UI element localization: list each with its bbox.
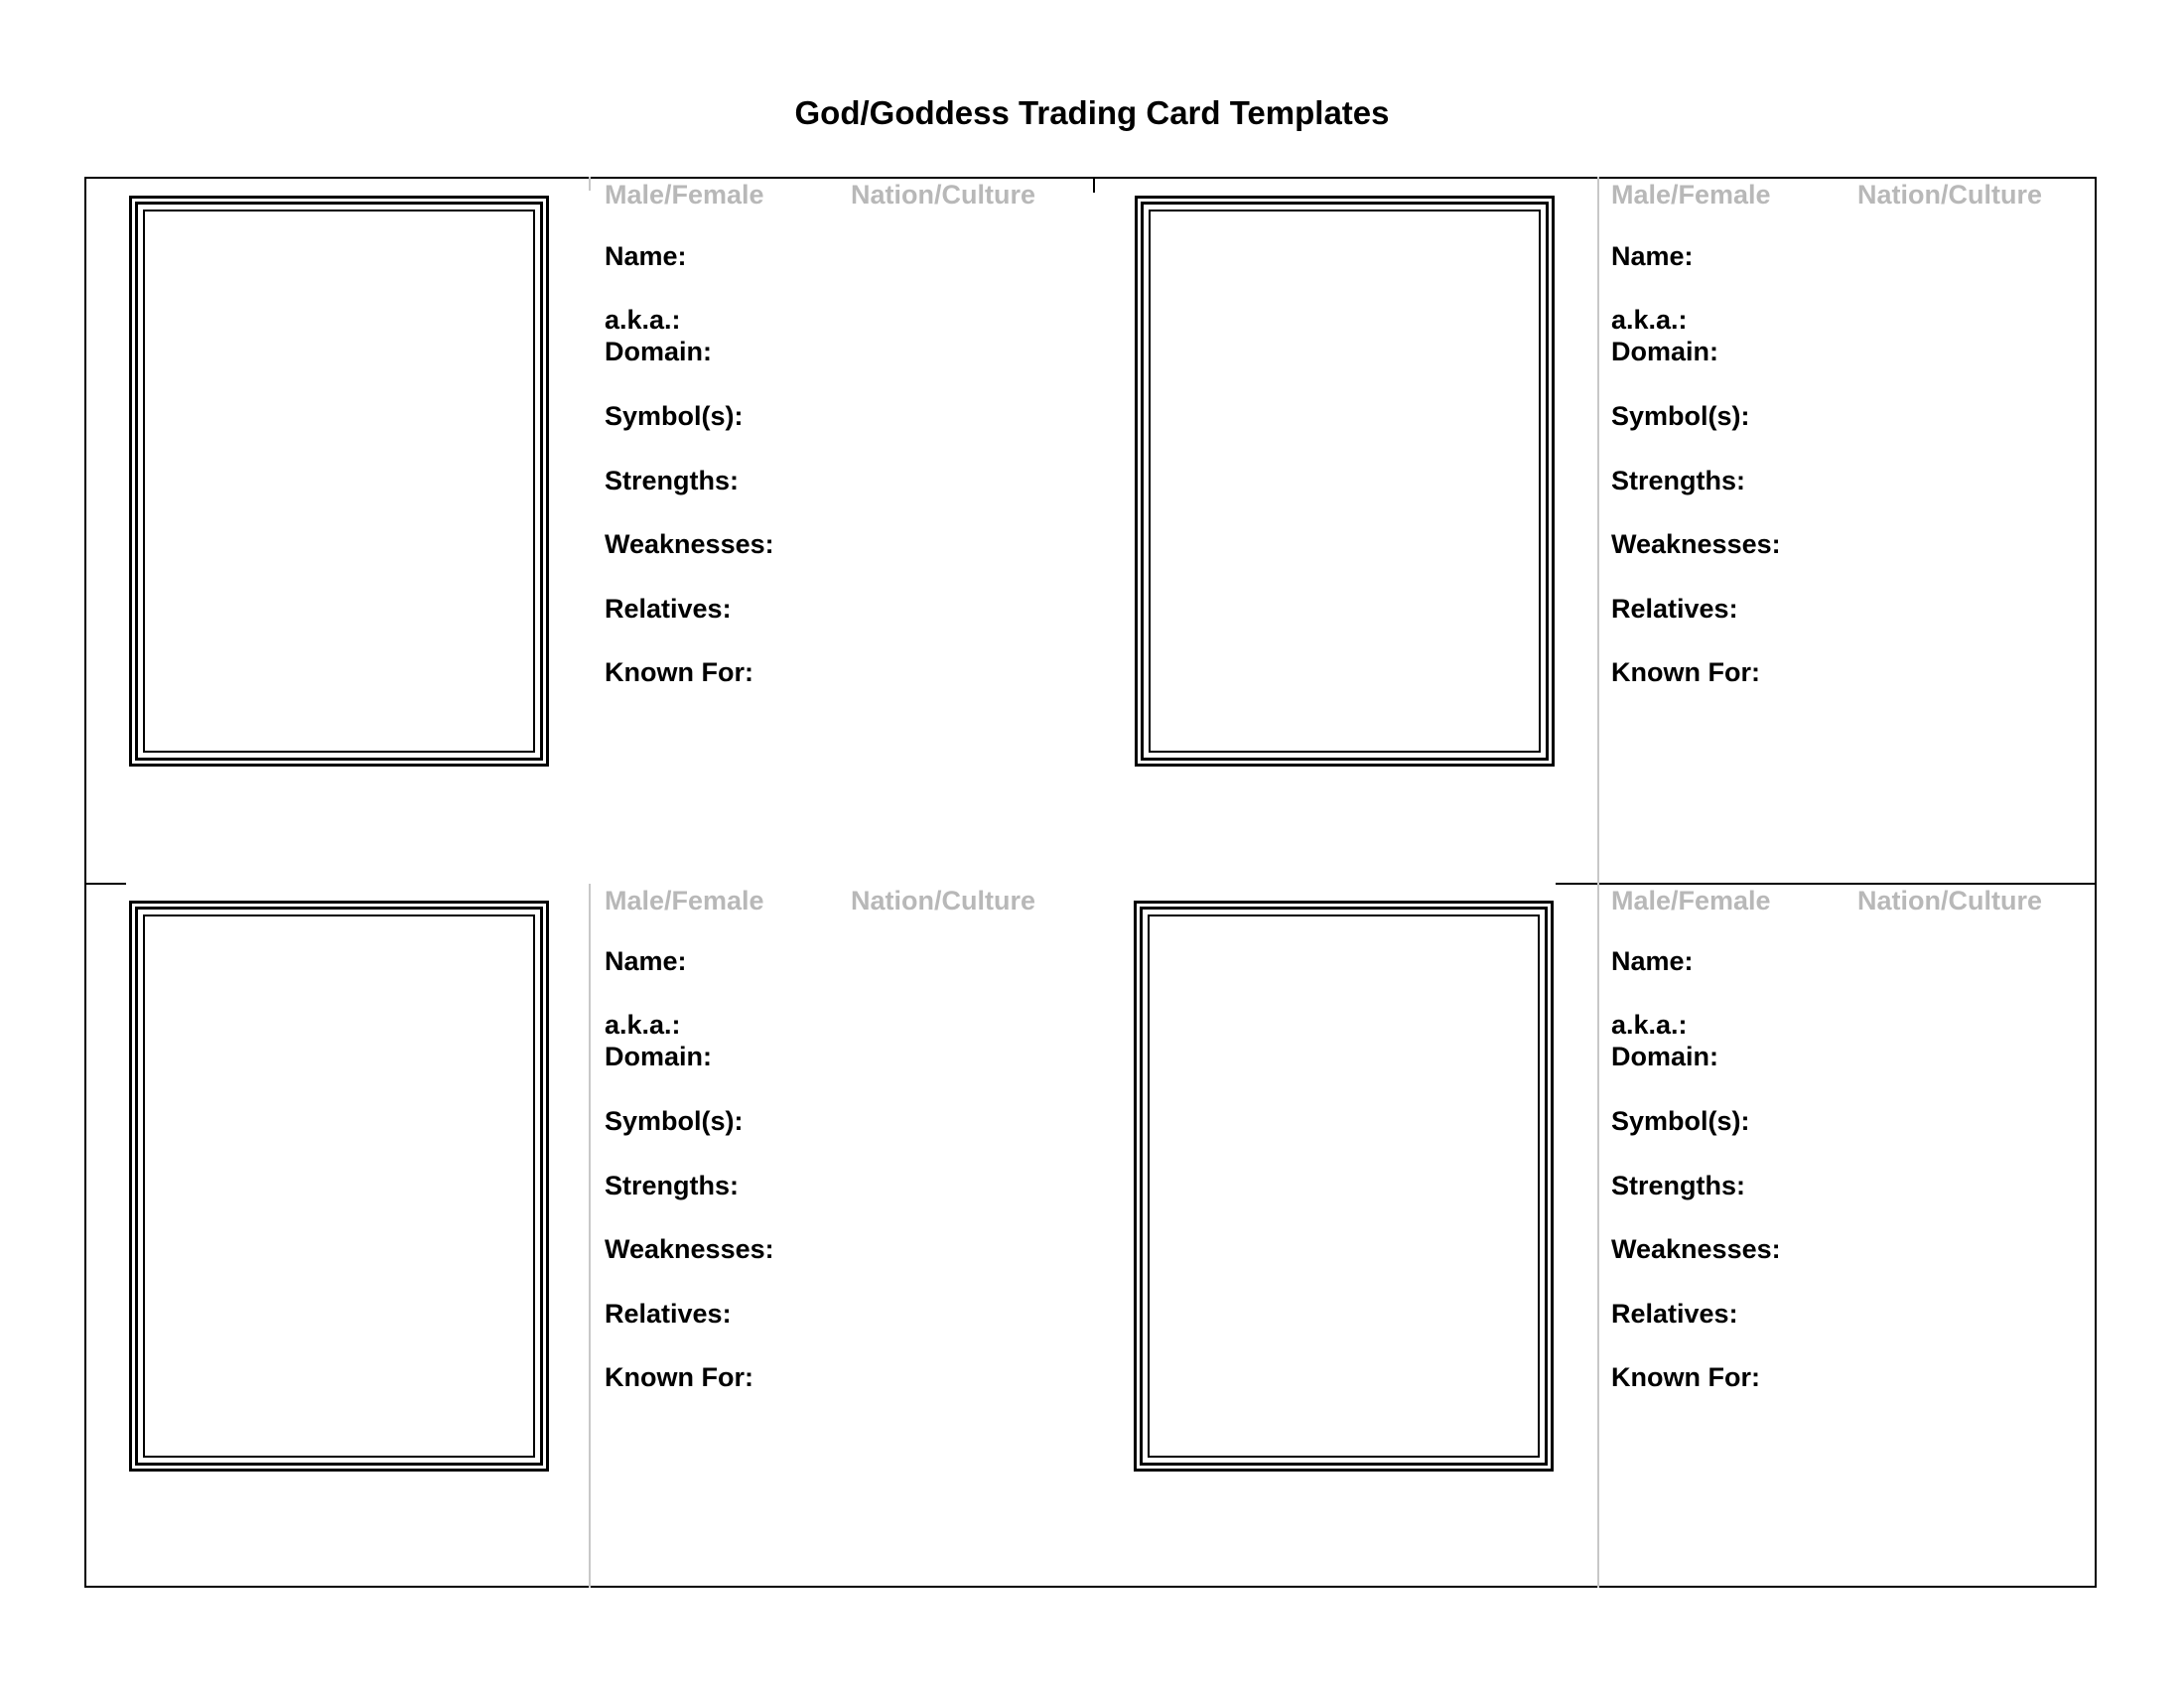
trading-card [1091,884,2097,1589]
name-label: Name: [1611,241,1694,271]
gender-label: Male/Female [1611,180,1771,210]
nation-label: Nation/Culture [851,886,1035,915]
card-info [605,884,1071,1392]
relatives-label: Relatives: [605,594,732,624]
symbols-label: Symbol(s): [1611,401,1750,431]
nation-label: Nation/Culture [851,180,1035,210]
known-for-label: Known For: [605,1362,753,1392]
aka-label: a.k.a.: [1611,305,1688,335]
known-for-label: Known For: [1611,657,1760,687]
weaknesses-label: Weaknesses: [605,529,774,559]
trading-card [85,178,1091,883]
relatives-label: Relatives: [1611,1299,1738,1329]
relatives-label: Relatives: [605,1299,732,1329]
symbols-label: Symbol(s): [605,401,744,431]
aka-label: a.k.a.: [1611,1010,1688,1040]
symbols-label: Symbol(s): [1611,1106,1750,1136]
card-info [1611,178,2078,687]
aka-label: a.k.a.: [605,305,681,335]
domain-label: Domain: [605,1042,712,1071]
relatives-label: Relatives: [1611,594,1738,624]
gender-label: Male/Female [605,180,764,210]
gender-label: Male/Female [605,886,764,915]
trading-card [85,884,1091,1589]
known-for-label: Known For: [605,657,753,687]
portrait-frame[interactable] [1134,901,1554,1472]
strengths-label: Strengths: [605,466,739,495]
gender-label: Male/Female [1611,886,1771,915]
symbols-label: Symbol(s): [605,1106,744,1136]
name-label: Name: [605,946,687,976]
aka-label: a.k.a.: [605,1010,681,1040]
strengths-label: Strengths: [1611,466,1745,495]
strengths-label: Strengths: [1611,1171,1745,1200]
strengths-label: Strengths: [605,1171,739,1200]
weaknesses-label: Weaknesses: [605,1234,774,1264]
page-title: God/Goddess Trading Card Templates [794,94,1390,131]
trading-card [1091,178,2097,883]
portrait-frame[interactable] [129,196,549,767]
card-info [1611,884,2078,1392]
domain-label: Domain: [605,337,712,366]
name-label: Name: [1611,946,1694,976]
domain-label: Domain: [1611,1042,1718,1071]
weaknesses-label: Weaknesses: [1611,1234,1781,1264]
card-info [605,178,1071,687]
nation-label: Nation/Culture [1857,886,2042,915]
known-for-label: Known For: [1611,1362,1760,1392]
portrait-frame[interactable] [129,901,549,1472]
portrait-frame[interactable] [1135,196,1555,767]
nation-label: Nation/Culture [1857,180,2042,210]
domain-label: Domain: [1611,337,1718,366]
name-label: Name: [605,241,687,271]
weaknesses-label: Weaknesses: [1611,529,1781,559]
